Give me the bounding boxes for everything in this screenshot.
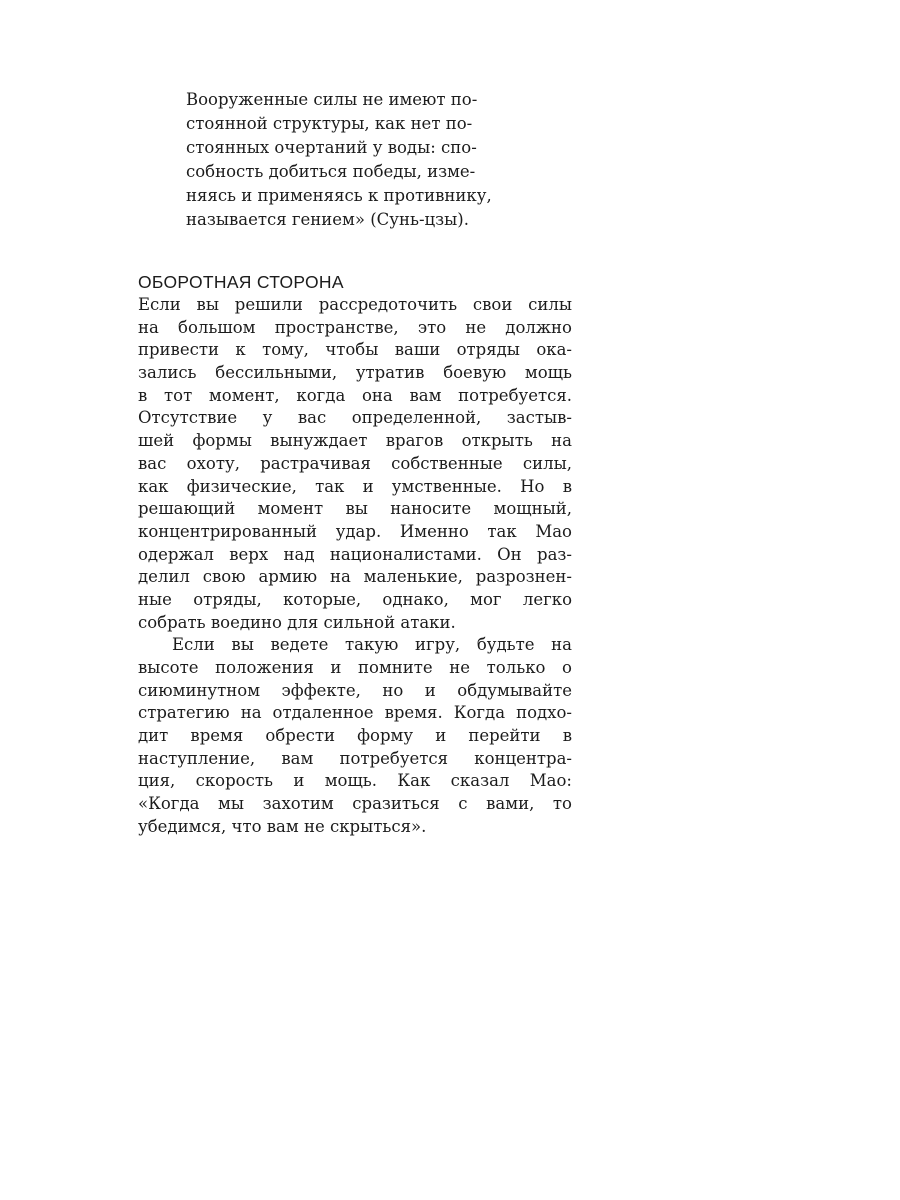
text-line: высоте положения и помните не только о <box>138 658 572 677</box>
text-line: одержал верх над националистами. Он раз- <box>138 544 572 564</box>
text-line: решающий момент вы наносите мощный, <box>138 499 572 519</box>
quote-line: Вооруженные силы не имеют по- <box>186 90 478 109</box>
reversal-section <box>138 270 572 839</box>
text-line: Если вы решили рассредоточить свои силы <box>138 295 572 314</box>
quote-line: стоянной структуры, как нет по- <box>186 114 473 133</box>
text-line: собрать воедино для сильной атаки. <box>138 612 456 632</box>
text-line: стратегию на отдаленное время. Когда подхо- <box>138 703 572 723</box>
text-line: ные отряды, которые, однако, мог легко <box>138 589 572 609</box>
text-line: шей формы вынуждает врагов открыть на <box>138 431 572 451</box>
text-line: в тот момент, когда она вам потребуется. <box>138 385 572 405</box>
text-line: «Когда мы захотим сразиться с вами, то <box>138 794 572 814</box>
epigraph-quote <box>186 88 522 232</box>
quote-line: няясь и применяясь к противнику, <box>186 186 492 205</box>
text-line: привести к тому, чтобы ваши отряды ока- <box>138 340 572 360</box>
text-line: на большом пространстве, это не должно <box>138 317 572 337</box>
quote-line: называется гением» (Сунь-цзы). <box>186 210 469 229</box>
text-line: наступление, вам потребуется концентра- <box>138 748 572 768</box>
quote-line: собность добиться победы, изме- <box>186 162 476 181</box>
text-line: делил свою армию на маленькие, разрознен- <box>138 567 572 587</box>
text-line: убедимся, что вам не скрыться». <box>138 816 427 836</box>
text-line: дит время обрести форму и перейти в <box>138 726 572 746</box>
section-heading: ОБОРОТНАЯ СТОРОНА <box>138 272 344 292</box>
text-line: как физические, так и умственные. Но в <box>138 476 572 496</box>
text-line: зались бессильными, утратив боевую мощь <box>138 363 572 383</box>
paragraph-1 <box>138 294 572 634</box>
quote-line: стоянных очертаний у воды: спо- <box>186 138 477 157</box>
text-line: ция, скорость и мощь. Как сказал Мао: <box>138 771 572 791</box>
text-line: сиюминутном эффекте, но и обдумывайте <box>138 680 572 700</box>
text-line: Отсутствие у вас определенной, застыв- <box>138 408 572 428</box>
text-line: концентрированный удар. Именно так Мао <box>138 521 572 541</box>
text-line: вас охоту, растрачивая собственные силы, <box>138 453 572 473</box>
text-line: Если вы ведете такую игру, будьте на <box>172 635 572 655</box>
paragraph-2 <box>138 634 572 838</box>
